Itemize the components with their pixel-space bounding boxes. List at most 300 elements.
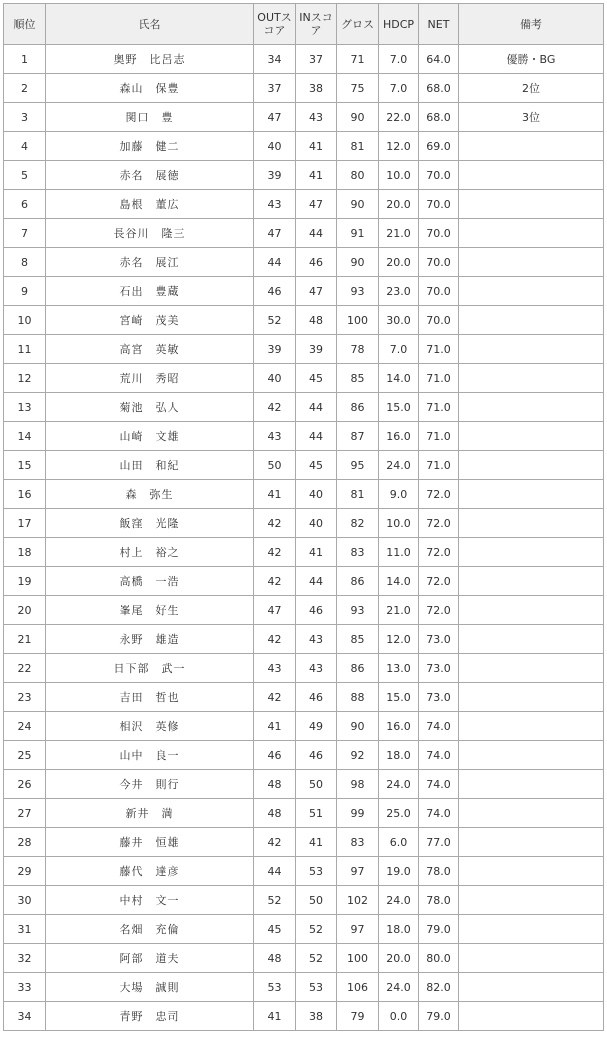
- table-row: [4, 509, 604, 538]
- cell-hdcp: 7.0: [379, 335, 419, 364]
- cell-hdcp: 14.0: [379, 364, 419, 393]
- cell-gross: 75: [337, 74, 379, 103]
- cell-net: 77.0: [419, 828, 459, 857]
- cell-name: 吉田 哲也: [46, 683, 254, 712]
- cell-net: 71.0: [419, 335, 459, 364]
- cell-gross: 87: [337, 422, 379, 451]
- cell-net: 70.0: [419, 161, 459, 190]
- cell-rank: 11: [4, 335, 46, 364]
- cell-note: [459, 741, 604, 770]
- cell-in-score: 38: [296, 1002, 337, 1031]
- cell-out-score: 53: [254, 973, 296, 1002]
- cell-rank: 9: [4, 277, 46, 306]
- cell-in-score: 43: [296, 654, 337, 683]
- table-row: [4, 712, 604, 741]
- results-table: [3, 3, 604, 1031]
- header-net: NET: [419, 4, 459, 45]
- cell-net: 72.0: [419, 567, 459, 596]
- cell-note: [459, 538, 604, 567]
- cell-rank: 21: [4, 625, 46, 654]
- cell-in-score: 52: [296, 944, 337, 973]
- cell-out-score: 47: [254, 596, 296, 625]
- table-row: [4, 828, 604, 857]
- cell-name: 高橋 一浩: [46, 567, 254, 596]
- cell-gross: 106: [337, 973, 379, 1002]
- cell-name: 村上 裕之: [46, 538, 254, 567]
- cell-name: 森 弥生: [46, 480, 254, 509]
- cell-rank: 12: [4, 364, 46, 393]
- cell-hdcp: 9.0: [379, 480, 419, 509]
- cell-hdcp: 14.0: [379, 567, 419, 596]
- header-name: 氏名: [46, 4, 254, 45]
- cell-hdcp: 7.0: [379, 45, 419, 74]
- cell-note: [459, 654, 604, 683]
- cell-gross: 80: [337, 161, 379, 190]
- cell-in-score: 47: [296, 190, 337, 219]
- cell-rank: 29: [4, 857, 46, 886]
- cell-in-score: 44: [296, 567, 337, 596]
- cell-note: [459, 712, 604, 741]
- table-row: [4, 915, 604, 944]
- table-row: [4, 219, 604, 248]
- cell-in-score: 45: [296, 451, 337, 480]
- table-row: [4, 683, 604, 712]
- cell-hdcp: 13.0: [379, 654, 419, 683]
- header-hdcp: HDCP: [379, 4, 419, 45]
- cell-out-score: 48: [254, 770, 296, 799]
- cell-gross: 85: [337, 364, 379, 393]
- cell-note: [459, 944, 604, 973]
- cell-net: 79.0: [419, 1002, 459, 1031]
- cell-gross: 83: [337, 538, 379, 567]
- table-row: [4, 335, 604, 364]
- cell-net: 68.0: [419, 103, 459, 132]
- cell-out-score: 48: [254, 944, 296, 973]
- cell-name: 青野 忠司: [46, 1002, 254, 1031]
- cell-rank: 31: [4, 915, 46, 944]
- cell-name: 大場 誠則: [46, 973, 254, 1002]
- cell-gross: 81: [337, 480, 379, 509]
- cell-gross: 90: [337, 712, 379, 741]
- cell-hdcp: 12.0: [379, 625, 419, 654]
- cell-gross: 100: [337, 306, 379, 335]
- cell-net: 73.0: [419, 625, 459, 654]
- cell-hdcp: 24.0: [379, 886, 419, 915]
- cell-note: [459, 451, 604, 480]
- cell-name: 藤井 恒雄: [46, 828, 254, 857]
- cell-out-score: 50: [254, 451, 296, 480]
- cell-gross: 86: [337, 567, 379, 596]
- cell-note: [459, 161, 604, 190]
- cell-hdcp: 16.0: [379, 712, 419, 741]
- cell-gross: 90: [337, 103, 379, 132]
- cell-in-score: 46: [296, 741, 337, 770]
- cell-rank: 20: [4, 596, 46, 625]
- cell-rank: 15: [4, 451, 46, 480]
- cell-gross: 82: [337, 509, 379, 538]
- cell-rank: 13: [4, 393, 46, 422]
- cell-name: 関口 豊: [46, 103, 254, 132]
- table-row: [4, 625, 604, 654]
- cell-note: [459, 799, 604, 828]
- cell-rank: 19: [4, 567, 46, 596]
- cell-rank: 2: [4, 74, 46, 103]
- cell-name: 加藤 健二: [46, 132, 254, 161]
- results-table-body: [4, 45, 604, 1031]
- cell-hdcp: 18.0: [379, 915, 419, 944]
- cell-out-score: 47: [254, 103, 296, 132]
- cell-in-score: 48: [296, 306, 337, 335]
- cell-in-score: 40: [296, 480, 337, 509]
- cell-note: [459, 132, 604, 161]
- cell-name: 赤名 展江: [46, 248, 254, 277]
- cell-rank: 28: [4, 828, 46, 857]
- cell-in-score: 46: [296, 683, 337, 712]
- cell-name: 山崎 文雄: [46, 422, 254, 451]
- cell-hdcp: 6.0: [379, 828, 419, 857]
- cell-note: [459, 248, 604, 277]
- cell-hdcp: 12.0: [379, 132, 419, 161]
- cell-gross: 100: [337, 944, 379, 973]
- cell-out-score: 37: [254, 74, 296, 103]
- cell-rank: 26: [4, 770, 46, 799]
- cell-in-score: 49: [296, 712, 337, 741]
- cell-note: [459, 277, 604, 306]
- cell-net: 71.0: [419, 422, 459, 451]
- cell-name: 荒川 秀昭: [46, 364, 254, 393]
- cell-net: 69.0: [419, 132, 459, 161]
- cell-out-score: 42: [254, 509, 296, 538]
- cell-out-score: 42: [254, 625, 296, 654]
- cell-net: 73.0: [419, 654, 459, 683]
- cell-hdcp: 10.0: [379, 509, 419, 538]
- cell-hdcp: 0.0: [379, 1002, 419, 1031]
- cell-net: 82.0: [419, 973, 459, 1002]
- cell-net: 74.0: [419, 741, 459, 770]
- cell-note: [459, 480, 604, 509]
- cell-out-score: 40: [254, 364, 296, 393]
- header-gross: グロス: [337, 4, 379, 45]
- cell-gross: 97: [337, 857, 379, 886]
- cell-rank: 30: [4, 886, 46, 915]
- cell-gross: 93: [337, 277, 379, 306]
- cell-rank: 8: [4, 248, 46, 277]
- cell-in-score: 37: [296, 45, 337, 74]
- cell-hdcp: 22.0: [379, 103, 419, 132]
- table-row: [4, 393, 604, 422]
- cell-hdcp: 24.0: [379, 451, 419, 480]
- cell-note: [459, 915, 604, 944]
- cell-in-score: 43: [296, 103, 337, 132]
- header-in-score: INスコア: [296, 4, 337, 45]
- cell-out-score: 41: [254, 1002, 296, 1031]
- cell-rank: 5: [4, 161, 46, 190]
- cell-note: [459, 625, 604, 654]
- cell-out-score: 52: [254, 306, 296, 335]
- cell-net: 70.0: [419, 248, 459, 277]
- table-row: [4, 567, 604, 596]
- cell-net: 70.0: [419, 277, 459, 306]
- cell-note: [459, 306, 604, 335]
- table-row: [4, 277, 604, 306]
- cell-out-score: 34: [254, 45, 296, 74]
- cell-net: 78.0: [419, 886, 459, 915]
- table-row: [4, 799, 604, 828]
- cell-out-score: 44: [254, 857, 296, 886]
- cell-note: 2位: [459, 74, 604, 103]
- table-row: [4, 1002, 604, 1031]
- cell-net: 71.0: [419, 364, 459, 393]
- cell-gross: 78: [337, 335, 379, 364]
- table-row: [4, 480, 604, 509]
- cell-in-score: 43: [296, 625, 337, 654]
- cell-gross: 92: [337, 741, 379, 770]
- cell-note: [459, 190, 604, 219]
- cell-name: 飯窪 光隆: [46, 509, 254, 538]
- cell-hdcp: 21.0: [379, 219, 419, 248]
- cell-gross: 79: [337, 1002, 379, 1031]
- cell-in-score: 52: [296, 915, 337, 944]
- cell-gross: 93: [337, 596, 379, 625]
- header-out-score: OUTスコア: [254, 4, 296, 45]
- cell-hdcp: 25.0: [379, 799, 419, 828]
- cell-note: [459, 509, 604, 538]
- cell-hdcp: 16.0: [379, 422, 419, 451]
- cell-gross: 95: [337, 451, 379, 480]
- cell-hdcp: 18.0: [379, 741, 419, 770]
- cell-gross: 86: [337, 654, 379, 683]
- cell-in-score: 45: [296, 364, 337, 393]
- cell-name: 中村 文一: [46, 886, 254, 915]
- cell-hdcp: 30.0: [379, 306, 419, 335]
- cell-name: 藤代 達彦: [46, 857, 254, 886]
- cell-gross: 83: [337, 828, 379, 857]
- cell-in-score: 39: [296, 335, 337, 364]
- cell-hdcp: 10.0: [379, 161, 419, 190]
- cell-net: 74.0: [419, 770, 459, 799]
- table-row: [4, 886, 604, 915]
- header-row: [4, 4, 604, 45]
- cell-net: 72.0: [419, 509, 459, 538]
- cell-net: 64.0: [419, 45, 459, 74]
- table-row: [4, 451, 604, 480]
- table-row: [4, 422, 604, 451]
- header-rank: 順位: [4, 4, 46, 45]
- cell-note: 優勝・BG: [459, 45, 604, 74]
- cell-net: 78.0: [419, 857, 459, 886]
- cell-out-score: 42: [254, 828, 296, 857]
- cell-note: [459, 219, 604, 248]
- cell-in-score: 46: [296, 596, 337, 625]
- cell-hdcp: 20.0: [379, 248, 419, 277]
- cell-rank: 25: [4, 741, 46, 770]
- table-row: [4, 248, 604, 277]
- cell-out-score: 42: [254, 393, 296, 422]
- cell-net: 70.0: [419, 190, 459, 219]
- cell-gross: 71: [337, 45, 379, 74]
- cell-name: 山田 和紀: [46, 451, 254, 480]
- table-row: [4, 190, 604, 219]
- cell-in-score: 50: [296, 886, 337, 915]
- cell-in-score: 53: [296, 857, 337, 886]
- cell-rank: 17: [4, 509, 46, 538]
- cell-note: [459, 1002, 604, 1031]
- cell-gross: 98: [337, 770, 379, 799]
- cell-name: 高宮 英敏: [46, 335, 254, 364]
- cell-gross: 85: [337, 625, 379, 654]
- cell-hdcp: 24.0: [379, 770, 419, 799]
- cell-hdcp: 20.0: [379, 190, 419, 219]
- cell-note: [459, 886, 604, 915]
- cell-rank: 33: [4, 973, 46, 1002]
- table-row: [4, 538, 604, 567]
- cell-in-score: 44: [296, 422, 337, 451]
- cell-gross: 91: [337, 219, 379, 248]
- cell-note: [459, 422, 604, 451]
- cell-note: [459, 770, 604, 799]
- cell-in-score: 40: [296, 509, 337, 538]
- cell-name: 山中 良一: [46, 741, 254, 770]
- results-table-container: [3, 3, 604, 1031]
- cell-net: 72.0: [419, 480, 459, 509]
- cell-out-score: 43: [254, 654, 296, 683]
- table-row: [4, 944, 604, 973]
- cell-out-score: 43: [254, 422, 296, 451]
- cell-gross: 90: [337, 248, 379, 277]
- table-row: [4, 45, 604, 74]
- cell-out-score: 52: [254, 886, 296, 915]
- cell-net: 73.0: [419, 683, 459, 712]
- cell-rank: 3: [4, 103, 46, 132]
- cell-note: [459, 596, 604, 625]
- cell-net: 71.0: [419, 451, 459, 480]
- cell-hdcp: 19.0: [379, 857, 419, 886]
- cell-name: 新井 満: [46, 799, 254, 828]
- cell-out-score: 48: [254, 799, 296, 828]
- cell-out-score: 39: [254, 335, 296, 364]
- header-note: 備考: [459, 4, 604, 45]
- cell-rank: 7: [4, 219, 46, 248]
- cell-name: 石出 豊蔵: [46, 277, 254, 306]
- cell-note: [459, 335, 604, 364]
- cell-hdcp: 23.0: [379, 277, 419, 306]
- cell-note: [459, 683, 604, 712]
- cell-rank: 27: [4, 799, 46, 828]
- cell-in-score: 44: [296, 393, 337, 422]
- cell-hdcp: 21.0: [379, 596, 419, 625]
- cell-note: [459, 857, 604, 886]
- cell-note: [459, 567, 604, 596]
- cell-in-score: 41: [296, 161, 337, 190]
- cell-name: 長谷川 隆三: [46, 219, 254, 248]
- cell-gross: 102: [337, 886, 379, 915]
- cell-name: 名畑 充倫: [46, 915, 254, 944]
- cell-rank: 16: [4, 480, 46, 509]
- table-row: [4, 857, 604, 886]
- cell-in-score: 46: [296, 248, 337, 277]
- cell-hdcp: 24.0: [379, 973, 419, 1002]
- cell-rank: 10: [4, 306, 46, 335]
- table-row: [4, 306, 604, 335]
- cell-net: 74.0: [419, 799, 459, 828]
- cell-out-score: 40: [254, 132, 296, 161]
- cell-name: 奥野 比呂志: [46, 45, 254, 74]
- cell-rank: 1: [4, 45, 46, 74]
- cell-net: 70.0: [419, 219, 459, 248]
- table-row: [4, 770, 604, 799]
- cell-name: 宮崎 茂美: [46, 306, 254, 335]
- cell-net: 72.0: [419, 538, 459, 567]
- cell-name: 島根 董広: [46, 190, 254, 219]
- table-row: [4, 596, 604, 625]
- cell-name: 相沢 英修: [46, 712, 254, 741]
- table-row: [4, 973, 604, 1002]
- cell-rank: 6: [4, 190, 46, 219]
- cell-rank: 24: [4, 712, 46, 741]
- cell-rank: 32: [4, 944, 46, 973]
- cell-in-score: 41: [296, 828, 337, 857]
- cell-hdcp: 15.0: [379, 683, 419, 712]
- cell-hdcp: 15.0: [379, 393, 419, 422]
- cell-gross: 97: [337, 915, 379, 944]
- cell-gross: 99: [337, 799, 379, 828]
- cell-gross: 88: [337, 683, 379, 712]
- table-row: [4, 364, 604, 393]
- cell-gross: 86: [337, 393, 379, 422]
- cell-net: 72.0: [419, 596, 459, 625]
- cell-out-score: 44: [254, 248, 296, 277]
- cell-net: 79.0: [419, 915, 459, 944]
- cell-out-score: 46: [254, 277, 296, 306]
- cell-out-score: 42: [254, 538, 296, 567]
- cell-name: 日下部 武一: [46, 654, 254, 683]
- cell-out-score: 42: [254, 683, 296, 712]
- cell-net: 80.0: [419, 944, 459, 973]
- cell-note: [459, 364, 604, 393]
- cell-out-score: 42: [254, 567, 296, 596]
- cell-note: [459, 393, 604, 422]
- cell-in-score: 53: [296, 973, 337, 1002]
- cell-rank: 22: [4, 654, 46, 683]
- cell-hdcp: 7.0: [379, 74, 419, 103]
- cell-note: 3位: [459, 103, 604, 132]
- cell-note: [459, 828, 604, 857]
- cell-name: 阿部 道夫: [46, 944, 254, 973]
- cell-in-score: 44: [296, 219, 337, 248]
- cell-rank: 34: [4, 1002, 46, 1031]
- cell-in-score: 51: [296, 799, 337, 828]
- cell-hdcp: 11.0: [379, 538, 419, 567]
- table-row: [4, 654, 604, 683]
- cell-out-score: 41: [254, 712, 296, 741]
- cell-note: [459, 973, 604, 1002]
- cell-in-score: 50: [296, 770, 337, 799]
- cell-net: 68.0: [419, 74, 459, 103]
- cell-out-score: 43: [254, 190, 296, 219]
- table-row: [4, 74, 604, 103]
- cell-out-score: 41: [254, 480, 296, 509]
- cell-out-score: 47: [254, 219, 296, 248]
- cell-rank: 23: [4, 683, 46, 712]
- cell-out-score: 46: [254, 741, 296, 770]
- cell-net: 71.0: [419, 393, 459, 422]
- cell-name: 森山 保豊: [46, 74, 254, 103]
- cell-in-score: 41: [296, 538, 337, 567]
- cell-rank: 18: [4, 538, 46, 567]
- cell-name: 今井 則行: [46, 770, 254, 799]
- cell-name: 赤名 展徳: [46, 161, 254, 190]
- cell-gross: 90: [337, 190, 379, 219]
